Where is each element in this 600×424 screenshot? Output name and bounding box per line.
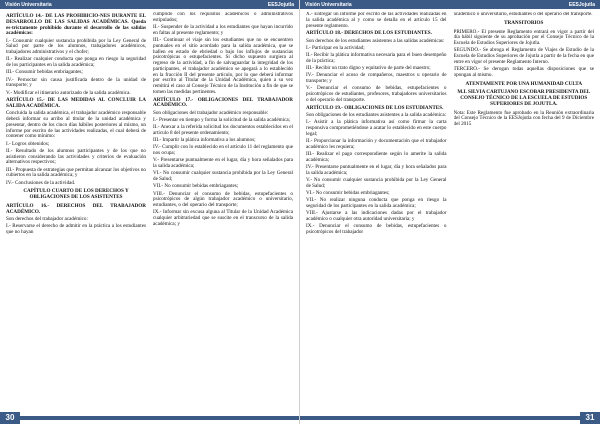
paragraph: Son derechos de los estudiantes asistentes a las salidas académicas: — [306, 37, 445, 44]
paragraph: I.- Consumir cualquier sustancia prohibida por la Ley General de Salud por parte de los alumnos, trabajadores académicos, trabajadores administrativos y el chofer; — [6, 37, 146, 55]
footer-stripe — [20, 416, 299, 420]
paragraph: II.- Resultado de los alumnos participantes y de los que no asistieron considerando las actividades y criterios de evaluación alternativos respectivos; — [6, 147, 146, 166]
paragraph: SEGUNDO.- Se abroga el Reglamento de Viajes de Estudio de la Escuela de Estudios Superiores de Jojutla a partir de la fecha en que entre en vigor el presente Reglamento Interno. — [453, 47, 594, 65]
paragraph: Son derechos del trabajador académico: — [6, 215, 88, 222]
paragraph: VIII.- Ajustarse a las indicaciones dadas por el trabajador académico o cualquier otra autoridad universitaria; y — [306, 210, 447, 222]
right-page-header — [300, 0, 600, 9]
paragraph: VIII.- Denunciar el consumo de bebidas, estupefacientes o psicotrópicos de algún trabajador académico o universitario, estudiantes, o del operario del transporte; — [153, 190, 293, 208]
paragraph: II.- Realizar cualquier conducta que ponga en riesgo la seguridad de los participantes en la salida académica; — [6, 56, 146, 68]
paragraph: III.- Impartir la plática informativa a los alumnos; — [153, 137, 256, 143]
paragraph: II.- Recibir la plática informativa necesaria para el buen desempeño de la práctica; — [306, 52, 447, 64]
left-page-column-2 — [153, 12, 293, 409]
page-number-left: 30 — [0, 412, 20, 424]
paragraph: IV.- Presentarse puntualmente en el lugar, día y hora señalados para la salida académica; — [306, 163, 447, 176]
left-page-column-1 — [6, 12, 146, 409]
section-heading: M.I. SILVIA CARTUJANO ESCOBAR PRESIDENTA DEL CONSEJO TÉCNICO DE LA ESCUELA DE ESTUDIOS SUPERIORES DE JOJUTLA. — [457, 89, 591, 107]
paragraph: III.- Realizar el pago correspondiente según lo amerite la salida académica; — [306, 150, 447, 163]
header-publication-title: Visión Universitaria — [5, 1, 52, 8]
paragraph: IV.- Conclusiones de la actividad. — [6, 179, 76, 186]
article-heading: ARTÍCULO 19.- OBLIGACIONES DE LOS ESTUDIANTES. — [306, 104, 444, 111]
paragraph: V.- No consumir cualquier sustancia prohibida por la Ley General de Salud; — [306, 176, 447, 189]
paragraph: V.- Denunciar el consumo de bebidas, estupefacientes o psicotrópicos de estudiantes, profesores, trabajadores universitarios o del operario del transporte. — [306, 85, 447, 103]
paragraph: II.- Anexar a la referida solicitud los documentos establecidos en el artículo 8 del presente ordenamiento; — [153, 124, 293, 136]
paragraph: TERCERO.- Se derogan todas aquellas disposiciones que se opongan al mismo. — [453, 66, 594, 78]
section-heading: CAPÍTULO CUARTO DE LOS DERECHOS Y OBLIGACIONES DE LOS ASISTENTES — [23, 188, 129, 200]
paragraph: Concluida la salida académica, el trabajador académico responsable deberá informar su arribo al titular de la unidad académica y presentar, dentro de los cinco días hábiles posteriores al mismo, un informe por escrito de las actividades realizadas, el cual deberá de contener como mínimo: — [6, 110, 146, 140]
paragraph: IV.- Denunciar el acoso de compañeros, maestros u operario de transporte; y — [306, 72, 447, 84]
paragraph: II.- Proporcionar la información y documentación que el trabajador académico les requiera; — [306, 137, 447, 150]
paragraph: I.- Presentar en tiempo y forma la solicitud de la salida académica; — [153, 116, 291, 123]
right-page-footer — [300, 412, 600, 424]
paragraph: III.- Consumir bebidas embriagantes; — [6, 69, 83, 76]
paragraph: I.- Logros obtenidos; — [6, 140, 50, 147]
paragraph: VII.- No realizar ninguna conducta que ponga en riesgo la seguridad de los participantes en la salida académica; — [306, 197, 447, 209]
paragraph: IX.- Informar sin excusa alguna al Titular de la Unidad Académica cualquier arbitrariedad que se suscite en el transcurso de la salida académica; y — [153, 209, 293, 227]
paragraph: IX.- Denunciar el consumo de bebidas, estupefacientes o psicotrópicos del trabajador — [306, 223, 447, 235]
paragraph: VI.- No consumir cualquier sustancia prohibida por la Ley General de Salud; — [153, 170, 293, 182]
left-page-columns — [6, 12, 293, 409]
article-heading: ARTÍCULO 16.- DERECHOS DEL TRABAJADOR ACADÉMICO. — [6, 202, 146, 215]
paragraph: III.- Propuesta de estrategias que permitan alcanzar los objetivos no cubiertos en la salida académica; y — [6, 166, 146, 179]
paragraph: III.- Recibir un trato digno y equitativo de parte del maestro; — [306, 65, 431, 71]
section-heading: ATENTAMENTE POR UNA HUMANIDAD CULTA — [465, 80, 583, 87]
paragraph: IV.- Pernoctar sin causa justificada dentro de la unidad de transporte; y — [6, 76, 146, 89]
left-page-header — [0, 0, 299, 9]
paragraph: I.- Participar en la actividad; — [306, 44, 365, 51]
paragraph: Son obligaciones de los estudiantes asistentes a la salida académica: — [306, 111, 447, 118]
paragraph: PRIMERO.- El presente Reglamento entrará en vigor a partir del día hábil siguiente de su aprobación por el Consejo Técnico de la Escuela de Estudios Superiores de Jojutla. — [453, 28, 594, 46]
paragraph: cumplido con los requisitos académicos o administrativos estipulados; — [153, 12, 293, 23]
paragraph: III.- Continuar el viaje sin los estudiantes que no se encuentren puntuales en el sitio acordado para la salida académica, que se hallen en estado de ebriedad o bajo los influjos de sustancias psicotrópicas o estupefacientes. Si dicho supuesto surgiera al regreso de la actividad, a fin de salvaguardar la integridad de los participantes, el trabajador académico se apegará a lo establecido en la fracción II del presente artículo, por lo que deberá informar por escrito al Titular de la Unidad Académica, quien a su vez remitirá el caso al Consejo Técnico de la Institución a fin de que se tomen las medidas pertinentes. — [153, 37, 293, 95]
paragraph: I.- Reservarse el derecho de admitir en la práctica a los estudiantes que no hayan — [6, 223, 146, 235]
article-heading: ARTÍCULO 15.- DE LAS MEDIDAS AL CONCLUIR LA SALIDA ACADÉMICA. — [6, 97, 146, 109]
paragraph: X.- Entregar un informe por escrito de las actividades realizadas en la salida académica al y como se detalla en el artículo 15 del presente reglamento. — [306, 12, 447, 29]
page-number-right: 31 — [580, 412, 600, 424]
paragraph: II.- Suspender de la actividad a los estudiantes que hayan incurrido en faltas al presente reglamento; y — [153, 24, 293, 36]
paragraph: VI.- No consumir bebidas embriagantes; — [306, 189, 390, 196]
right-page-column-2 — [454, 12, 595, 409]
paragraph: Nota: Este Reglamento fue aprobado en la Reunión extraordinaria del Consejo Técnico de la EESJojutla con fecha del 9 de Diciembre del 2015 — [453, 109, 594, 127]
right-page-column-1 — [306, 12, 447, 409]
header-school-name: EESJojutla — [267, 1, 294, 8]
article-heading: ARTÍCULO 14.- DE LAS PROHIBICIO-NES DURANTE EL DESARROLLO DE LAS SALIDAS ACADÉMICAS. Queda es-trictamente prohibido durante el desarrollo de las salidas académicas: — [6, 13, 146, 37]
article-heading: ARTÍCULO 17.- OBLIGACIONES DEL TRABAJADOR ACADÉMICO. — [153, 96, 293, 109]
paragraph: académico o universitario, estudiantes o del operario del transporte. — [453, 12, 593, 17]
left-page-footer — [0, 412, 299, 424]
paragraph: V.- Modificar el itinerario autorizado de la salida académica. — [6, 89, 131, 96]
header-school-name: EESJojutla — [568, 1, 595, 8]
paragraph: I.- Asistir a la plática informativa así como firmar la carta responsiva comprometiéndose a acatar lo establecido en este cuerpo legal; — [306, 119, 447, 137]
paragraph: V.- Presentarse puntualmente en el lugar, día y hora señalados para la salida académica; — [153, 157, 293, 169]
section-heading: TRANSITORIOS — [504, 19, 544, 26]
right-page — [300, 0, 600, 424]
right-page-columns — [306, 12, 594, 409]
paragraph: VII.- No consumir bebidas embriagantes; — [153, 183, 239, 190]
paragraph: IV.- Cumplir con lo establecido en el artículo 11 del reglamento que nos ocupa; — [153, 144, 293, 156]
paragraph: Son obligaciones del trabajador académico responsable: — [153, 109, 269, 116]
article-heading: ARTÍCULO 18.- DERECHOS DE LOS ESTUDIANTES. — [306, 30, 432, 37]
footer-stripe — [300, 416, 580, 420]
header-publication-title: Visión Universitaria — [305, 1, 352, 8]
